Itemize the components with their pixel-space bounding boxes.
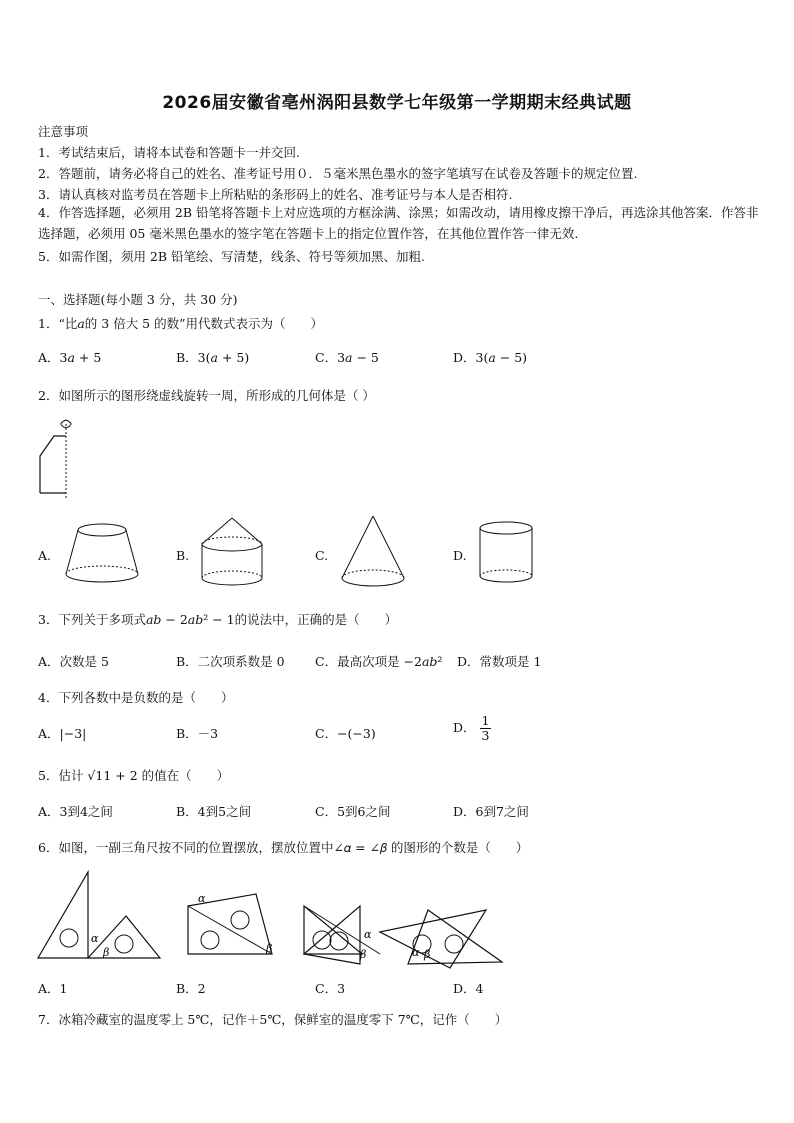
q3-option-c[interactable]: C．最高次项是 −2𝑎𝑏² bbox=[315, 654, 443, 669]
q5-option-d[interactable]: D．6到7之间 bbox=[453, 804, 529, 819]
q2-option-b[interactable]: B. bbox=[176, 548, 190, 563]
q6-option-d[interactable]: D．4 bbox=[453, 981, 484, 996]
q4-option-d-label: D． bbox=[453, 720, 476, 735]
cone-shape bbox=[340, 514, 406, 592]
q5-option-a[interactable]: A．3到4之间 bbox=[38, 804, 113, 819]
alpha-label: α bbox=[198, 892, 206, 905]
notice-heading: 注意事项 bbox=[38, 124, 89, 139]
section-heading: 一、选择题(每小题 3 分，共 30 分) bbox=[38, 292, 238, 307]
rotation-figure bbox=[36, 418, 76, 498]
set-square-figure-2 bbox=[186, 892, 280, 966]
q2-option-c[interactable]: C. bbox=[315, 548, 329, 563]
q3-option-b[interactable]: B．二次项系数是 0 bbox=[176, 654, 285, 669]
notice-item: 1．考试结束后，请将本试卷和答题卡一并交回. bbox=[38, 145, 300, 160]
q3-option-d[interactable]: D．常数项是 1 bbox=[457, 654, 542, 669]
page-title: 2026届安徽省亳州涡阳县数学七年级第一学期期末经典试题 bbox=[162, 93, 632, 113]
question-5-stem: 5．估计 √11 + 2 的值在（ ） bbox=[38, 768, 230, 783]
q6-option-b[interactable]: B．2 bbox=[176, 981, 206, 996]
beta-label: β bbox=[266, 942, 273, 955]
q6-option-a[interactable]: A．1 bbox=[38, 981, 68, 996]
q4-option-b[interactable]: B．－3 bbox=[176, 726, 219, 741]
question-4-stem: 4．下列各数中是负数的是（ ） bbox=[38, 690, 234, 705]
q1-option-b[interactable]: B．3(𝑎 + 5) bbox=[176, 350, 250, 365]
question-7-stem: 7．冰箱冷藏室的温度零上 5℃，记作＋5℃，保鲜室的温度零下 7℃，记作（ ） bbox=[38, 1012, 508, 1027]
fraction-denominator: 3 bbox=[481, 728, 490, 743]
notice-item: 2．答题前，请务必将自己的姓名、准考证号用０．５毫米黑色墨水的签字笔填写在试卷及答题卡的规定位置. bbox=[38, 166, 638, 181]
q4-option-c[interactable]: C．−(−3) bbox=[315, 726, 376, 741]
question-6-stem: 6．如图，一副三角尺按不同的位置摆放，摆放位置中∠𝛼 = ∠𝛽 的图形的个数是（ ） bbox=[38, 840, 529, 855]
q2-option-d[interactable]: D. bbox=[453, 548, 467, 563]
set-square-figure-3 bbox=[302, 892, 388, 966]
beta-label: β bbox=[424, 948, 431, 961]
question-3-stem: 3．下列关于多项式𝑎𝑏 − 2𝑎𝑏² − 1的说法中，正确的是（ ） bbox=[38, 612, 398, 627]
notice-item: 3．请认真核对监考员在答题卡上所粘贴的条形码上的姓名、准考证号与本人是否相符. bbox=[38, 187, 513, 202]
frustum-shape bbox=[62, 522, 142, 584]
question-2-stem: 2．如图所示的图形绕虚线旋转一周，所形成的几何体是（ ） bbox=[38, 388, 375, 403]
notice-item: 5．如需作图，须用 2B 铅笔绘、写清楚，线条、符号等须加黑、加粗. bbox=[38, 249, 426, 264]
alpha-label: α bbox=[364, 928, 372, 941]
beta-label: β bbox=[360, 948, 367, 961]
q4-option-d[interactable] bbox=[453, 714, 491, 743]
fraction-one-third bbox=[480, 714, 492, 743]
beta-label: β bbox=[103, 946, 110, 959]
q1-option-c[interactable]: C．3𝑎 − 5 bbox=[315, 350, 379, 365]
q3-option-a[interactable]: A．次数是 5 bbox=[38, 654, 109, 669]
q1-option-a[interactable]: A．3𝑎 + 5 bbox=[38, 350, 102, 365]
cone-on-cylinder-shape bbox=[200, 516, 264, 588]
set-square-figure-1 bbox=[38, 872, 162, 960]
fraction-numerator: 1 bbox=[481, 713, 490, 728]
cylinder-shape bbox=[478, 520, 534, 586]
q2-option-a[interactable]: A. bbox=[38, 548, 52, 563]
alpha-label: α bbox=[91, 932, 99, 945]
q4-option-a[interactable]: A．|−3| bbox=[38, 726, 87, 741]
set-square-figure-4 bbox=[378, 908, 504, 970]
alpha-label: α bbox=[412, 946, 420, 959]
q5-option-c[interactable]: C．5到6之间 bbox=[315, 804, 391, 819]
q5-option-b[interactable]: B．4到5之间 bbox=[176, 804, 252, 819]
q6-option-c[interactable]: C．3 bbox=[315, 981, 346, 996]
notice-item: 4．作答选择题，必须用 2B 铅笔将答题卡上对应选项的方框涂满、涂黑；如需改动，请用橡皮擦干净后，再选涂其他答案．作答非选择题，必须用 05 毫米黑色墨水的签字笔在答题卡上的指定位置作答，在其他位置作答一律无效. bbox=[38, 205, 759, 241]
q1-option-d[interactable]: D．3(𝑎 − 5) bbox=[453, 350, 528, 365]
question-1-stem: 1．“比𝑎的 3 倍大 5 的数”用代数式表示为（ ） bbox=[38, 316, 323, 331]
